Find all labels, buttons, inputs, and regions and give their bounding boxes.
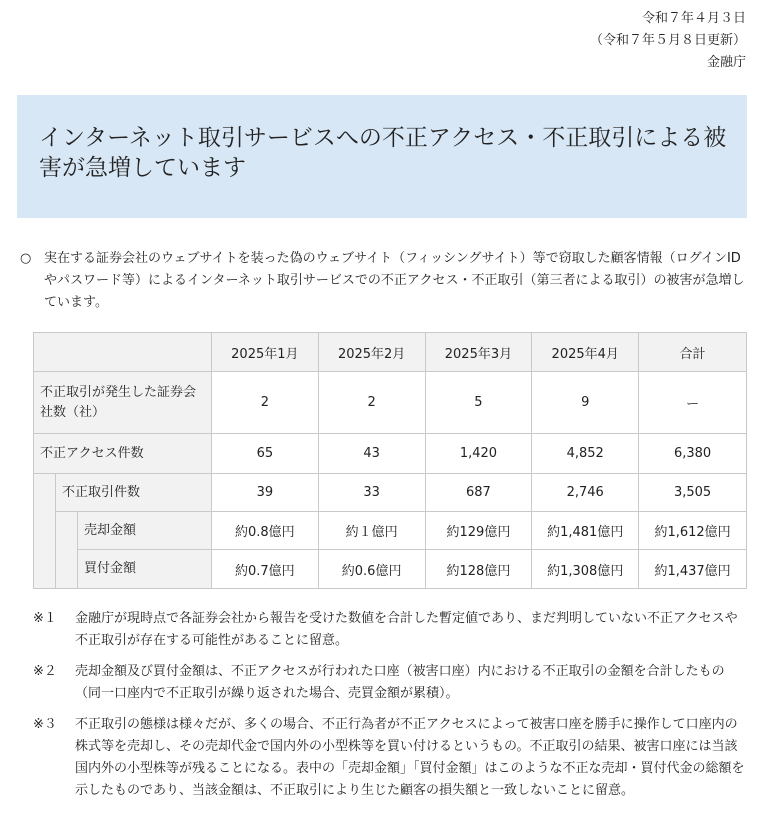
table-cell: 33 bbox=[318, 474, 425, 512]
row-label: 不正取引が発生した証券会社数（社） bbox=[34, 372, 212, 434]
table-cell: 約0.6億円 bbox=[318, 550, 425, 589]
footnote-mark: ※１ bbox=[33, 611, 57, 626]
table-cell: ー bbox=[639, 372, 747, 434]
table-cell: 4,852 bbox=[532, 434, 639, 474]
column-header: 2025年1月 bbox=[211, 333, 318, 372]
footnote-mark: ※２ bbox=[33, 664, 57, 679]
table-cell: 約0.8億円 bbox=[211, 512, 318, 550]
table-cell: 2,746 bbox=[532, 474, 639, 512]
agency-name: 金融庁 bbox=[706, 55, 746, 70]
table-cell: 約１億円 bbox=[318, 512, 425, 550]
table-cell: 43 bbox=[318, 434, 425, 474]
table-cell: 6,380 bbox=[639, 434, 747, 474]
damage-table bbox=[33, 332, 747, 589]
footnote-mark: ※３ bbox=[33, 717, 57, 732]
table-cell: 約1,612億円 bbox=[639, 512, 747, 550]
table-cell: 1,420 bbox=[425, 434, 532, 474]
footnote bbox=[33, 714, 747, 802]
table-row bbox=[34, 372, 747, 434]
footnote-text: 不正取引の態様は様々だが、多くの場合、不正行為者が不正アクセスによって被害口座を勝手に操作して口座内の株式等を売却し、その売却代金で国内外の小型株等を買い付けるというもの。不正取引の結果、被害口座には当該国内外の小型株等が残ることになる。表中の「売却金額」「買付金額」はこのような不正な売却・買付代金の総額を示したものであり、当該金額は、不正取引により生じた顧客の損失額と一致しないことに留意。 bbox=[75, 717, 745, 798]
table-header-row bbox=[34, 333, 747, 372]
table-row bbox=[34, 512, 747, 550]
row-label: 売却金額 bbox=[77, 512, 211, 550]
footnote-text: 金融庁が現時点で各証券会社から報告を受けた数値を合計した暫定値であり、まだ判明していない不正アクセスや不正取引が存在する可能性があることに留意。 bbox=[75, 611, 738, 648]
row-indent bbox=[34, 474, 56, 589]
column-header: 2025年3月 bbox=[425, 333, 532, 372]
intro-text: 実在する証券会社のウェブサイトを装った偽のウェブサイト（フィッシングサイト）等で窃取した顧客情報（ログインIDやパスワード等）によるインターネット取引サービスでの不正アクセス・不正取引（第三者による取引）の被害が急増しています。 bbox=[44, 251, 745, 310]
footnote bbox=[33, 608, 747, 652]
publish-date: 令和７年４月３日 bbox=[641, 11, 746, 26]
row-label: 不正アクセス件数 bbox=[34, 434, 212, 474]
table-cell: 約1,437億円 bbox=[639, 550, 747, 589]
row-label: 買付金額 bbox=[77, 550, 211, 589]
update-date: （令和７年５月８日更新） bbox=[589, 33, 746, 48]
row-indent bbox=[55, 512, 77, 589]
footnote bbox=[33, 661, 747, 705]
table-cell: 約1,308億円 bbox=[532, 550, 639, 589]
row-label: 不正取引件数 bbox=[55, 474, 211, 512]
table-cell: 2 bbox=[318, 372, 425, 434]
table-cell: 約129億円 bbox=[425, 512, 532, 550]
table-row bbox=[34, 474, 747, 512]
table-cell: 5 bbox=[425, 372, 532, 434]
table-corner bbox=[34, 333, 212, 372]
table-cell: 39 bbox=[211, 474, 318, 512]
table-cell: 約0.7億円 bbox=[211, 550, 318, 589]
document-meta bbox=[590, 8, 746, 74]
table-cell: 約128億円 bbox=[425, 550, 532, 589]
table-cell: 687 bbox=[425, 474, 532, 512]
table-row bbox=[34, 550, 747, 589]
table-cell: 65 bbox=[211, 434, 318, 474]
table-row bbox=[34, 434, 747, 474]
column-header: 2025年2月 bbox=[318, 333, 425, 372]
column-header: 合計 bbox=[639, 333, 747, 372]
table-cell: 9 bbox=[532, 372, 639, 434]
page-title: インターネット取引サービスへの不正アクセス・不正取引による被害が急増しています bbox=[39, 125, 727, 181]
footnote-text: 売却金額及び買付金額は、不正アクセスが行われた口座（被害口座）内における不正取引の金額を合計したもの（同一口座内で不正取引が繰り返された場合、売買金額が累積）。 bbox=[75, 664, 725, 701]
table-cell: 2 bbox=[211, 372, 318, 434]
table-cell: 約1,481億円 bbox=[532, 512, 639, 550]
bullet-icon: ○ bbox=[20, 251, 32, 266]
column-header: 2025年4月 bbox=[532, 333, 639, 372]
title-banner bbox=[17, 95, 747, 218]
footnotes bbox=[33, 608, 747, 811]
intro-paragraph bbox=[20, 248, 750, 314]
table-cell: 3,505 bbox=[639, 474, 747, 512]
